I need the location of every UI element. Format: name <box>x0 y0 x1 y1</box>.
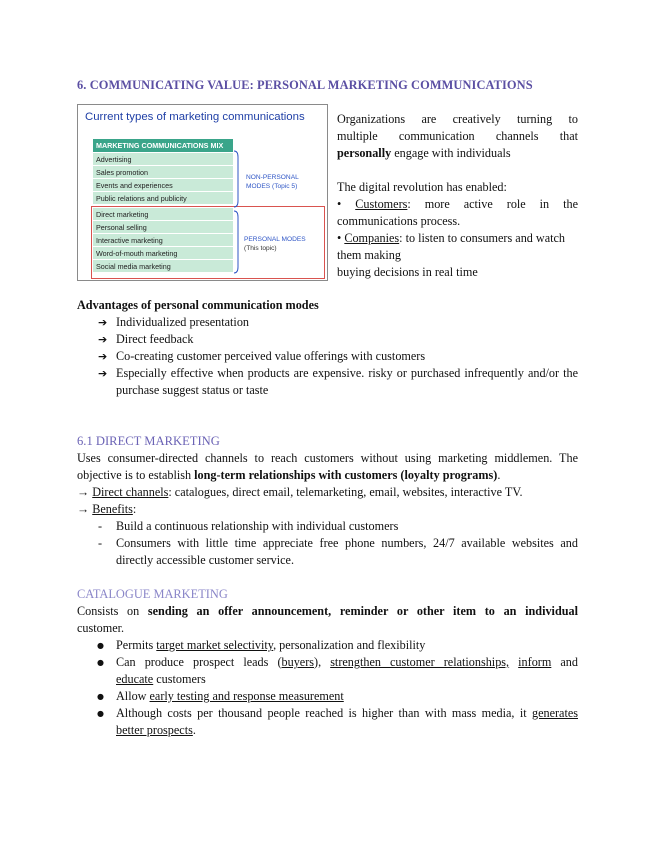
underlined-term: target market selectivity <box>156 638 274 652</box>
intro-text: engage with individuals <box>391 146 511 160</box>
advantages-list <box>77 314 578 399</box>
underlined-term: strengthen customer relationships, <box>330 655 510 669</box>
item-text: Can produce prospect leads ( <box>116 655 282 669</box>
digital-line: The digital revolution has enabled: <box>337 180 507 194</box>
intro-line: Organizations are creatively turning to <box>337 112 578 126</box>
item-text: customers <box>153 672 206 686</box>
companies-label: Companies <box>344 231 400 245</box>
customers-line: • Customers: more active role in the <box>337 197 578 211</box>
intro-line: multiple communication channels that <box>337 129 578 143</box>
intro-pre: Consists on <box>77 604 148 618</box>
list-item: - Consumers with little time appreciate free phone numbers, 24/7 available websites and directly accessible customer service. <box>77 535 578 569</box>
section-heading: 6. COMMUNICATING VALUE: PERSONAL MARKETING COMMUNICATIONS <box>77 78 533 92</box>
customers-text: : more active role in the <box>407 197 578 211</box>
companies-line: • Companies: to listen to consumers and watch <box>337 231 566 245</box>
item-text: Permits <box>116 638 157 652</box>
companies-line3: buying decisions in real time <box>337 265 478 279</box>
benefits-colon: : <box>132 502 137 516</box>
list-item <box>77 654 578 688</box>
item-text: , personalization and flexibility <box>273 638 426 652</box>
list-item: ➔ Especially effective when products are expensive. risky or purchased infrequently and/or the purchase suggest status or taste <box>77 365 578 399</box>
item-text <box>509 655 518 669</box>
nonpersonal-label <box>246 173 299 191</box>
mix-row: Advertising <box>93 152 233 165</box>
advantages-section <box>77 297 578 399</box>
direct-text: Uses consumer-directed channels to reach customers without using marketing middlemen. The objective is to establish <box>77 451 578 482</box>
figure-title: Current types of marketing communications <box>85 111 305 123</box>
companies-text: : to listen to consumers and watch <box>399 231 566 245</box>
list-item: ➔ Co-creating customer perceived value offerings with customers <box>77 348 578 365</box>
item-line <box>116 671 578 688</box>
mix-row: Social media marketing <box>93 259 233 272</box>
channels-label: Direct channels <box>92 485 169 499</box>
underlined-term: buyers <box>281 655 315 669</box>
customers-label: Customers <box>355 197 408 211</box>
item-text: Allow <box>116 689 150 703</box>
customers-line2: communications process. <box>337 214 461 228</box>
list-item: ➔ Individualized presentation <box>77 314 578 331</box>
mix-row: Events and experiences <box>93 178 233 191</box>
catalogue-title: CATALOGUE MARKETING <box>77 587 228 601</box>
item-line <box>116 654 578 671</box>
catalogue-intro-end: customer. <box>77 621 125 635</box>
bold-term: long-term relationships with customers (loyalty programs) <box>194 468 498 482</box>
mix-row: Sales promotion <box>93 165 233 178</box>
benefits-label: Benefits <box>92 502 133 516</box>
bold-term: personally <box>337 146 392 160</box>
underlined-term: generates <box>531 706 578 720</box>
direct-paragraph <box>77 450 578 484</box>
arrow-glyph: → <box>77 485 90 499</box>
underlined-term: better prospects <box>116 723 193 737</box>
mix-row: Personal selling <box>93 220 233 233</box>
catalogue-list <box>77 637 578 739</box>
bold-term: sending an offer announcement, reminder or other item to an individual <box>147 604 578 618</box>
benefits-list <box>77 518 578 569</box>
benefits-line <box>77 501 578 518</box>
list-item <box>77 637 578 654</box>
underlined-term: inform <box>518 655 552 669</box>
mix-row: Public relations and publicity <box>93 191 233 204</box>
channels-line <box>77 484 578 501</box>
arrow-glyph: → <box>77 502 90 516</box>
catalogue-section <box>77 586 578 739</box>
item-text: ), <box>314 655 331 669</box>
direct-title: 6.1 DIRECT MARKETING <box>77 434 220 448</box>
item-text: and <box>551 655 578 669</box>
personal-line2: (This topic) <box>244 245 277 252</box>
mix-row: Interactive marketing <box>93 233 233 246</box>
intro-line <box>337 145 578 162</box>
intro-block <box>337 111 578 281</box>
nonpersonal-line2: MODES (Topic 5) <box>246 183 298 190</box>
list-item: ➔ Direct feedback <box>77 331 578 348</box>
list-item: - Build a continuous relationship with individual customers <box>77 518 578 535</box>
personal-label <box>244 235 306 253</box>
underlined-term: early testing and response measurement <box>149 689 344 703</box>
item-text: . <box>192 723 196 737</box>
underlined-term: educate <box>116 672 154 686</box>
item-text: Although costs per thousand people reached is higher than with mass media, it <box>116 706 532 720</box>
advantages-title: Advantages of personal communication modes <box>77 298 319 312</box>
direct-text-end: . <box>497 468 501 482</box>
item-line <box>116 722 578 739</box>
nonpersonal-line1: NON-PERSONAL <box>246 174 299 181</box>
personal-line1: PERSONAL MODES <box>244 236 306 243</box>
direct-marketing-section <box>77 433 578 569</box>
mix-header: MARKETING COMMUNICATIONS MIX <box>93 139 233 152</box>
item-line <box>116 705 578 722</box>
companies-line2: them making <box>337 248 401 262</box>
catalogue-intro <box>77 603 578 620</box>
list-item <box>77 705 578 739</box>
marketing-mix-figure <box>77 104 328 281</box>
channels-text: : catalogues, direct email, telemarketing, email, websites, interactive TV. <box>168 485 523 499</box>
bracket-lines <box>228 149 244 275</box>
list-item <box>77 688 578 705</box>
mix-row: Direct marketing <box>93 207 233 220</box>
mix-row: Word-of-mouth marketing <box>93 246 233 259</box>
